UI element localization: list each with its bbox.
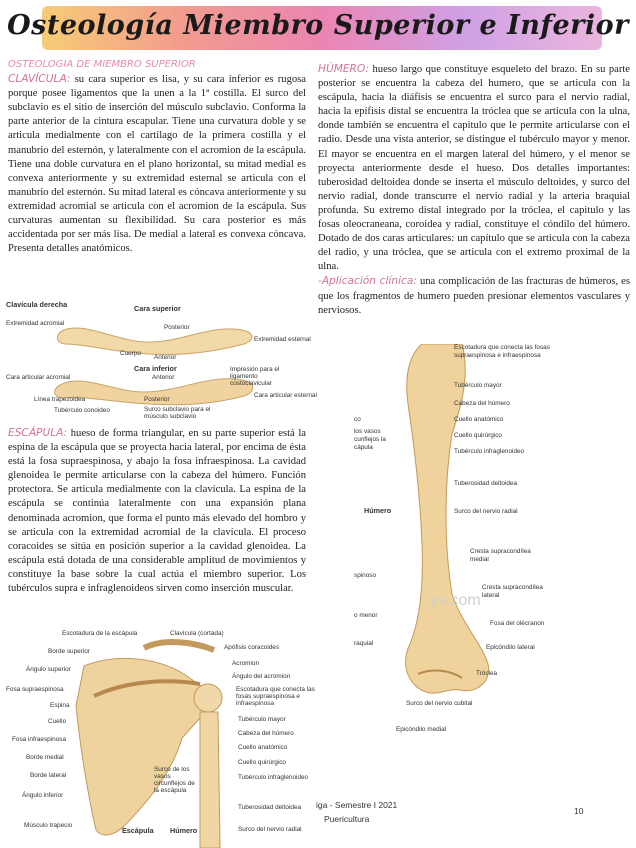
clavicle-label: Cuerpo	[120, 350, 141, 357]
section-title: OSTEOLOGIA DE MIEMBRO SUPERIOR	[8, 59, 196, 70]
clavicle-inferior-caption: Cara inferior	[134, 364, 177, 373]
humerus-label: Fosa del olécranon	[490, 620, 545, 627]
humerus-label: Tuberosidad deltoidea	[454, 480, 518, 487]
left-column-top	[8, 58, 306, 256]
clavicle-superior-caption: Cara superior	[134, 304, 181, 313]
scapula-label: Tubérculo mayor	[238, 716, 286, 723]
humerus-figure	[352, 344, 632, 744]
scapula-label: Ángulo inferior	[22, 792, 64, 799]
scapula-label: Cuello anatómico	[238, 744, 288, 751]
humerus-left-label: spinoso	[354, 572, 377, 579]
clavicle-label: Surco subclavio para el músculo subclavio	[144, 406, 211, 420]
scapula-label: Cabeza del húmero	[238, 730, 294, 737]
aplicacion-text: una complicación de las fracturas de húmeros, es que los fragmentos de humero pueden presionar elementos vasculares y nerviosos.	[318, 276, 630, 316]
humerus-left-label: co	[354, 416, 361, 423]
clavicle-label: Línea trapezoidea	[34, 396, 86, 403]
humerus-left-label: los vasos cunflejos la cápula	[354, 428, 386, 451]
scapula-label: Surco del nervio radial	[238, 826, 302, 833]
aplicacion-label: -Aplicación clínica:	[318, 275, 417, 288]
escapula-label: ESCÁPULA:	[8, 427, 68, 439]
page-number: 10	[574, 806, 584, 816]
scapula-label: Fosa supraespinosa	[6, 686, 64, 693]
humerus-label: Tubérculo infraglenoideo	[454, 448, 525, 455]
scapula-label: Ángulo del acromion	[232, 673, 291, 680]
humero-text: hueso largo que constituye esqueleto del brazo. En su parte posterior se encuentra la cabeza del humero, que se articula con la escápula, hacia la diáfisis se encuentra el surco para el nervio radial, hacia la epífisis distal se encuentra la tróclea que se articula con la ulna, donde también se encuentra el capitulo que le permite articularse con el radio. Desde una vista anterior, se distingue el tubérculo mayor y menor. El mayor se encuentra en el margen lateral del húmero, y el menor se proyecta anteriormente desde el hueso. Dos detalles importantes: tuberosidad deltoidea donde se inserta el músculo deltoides, y surco del nervio radial, donde transcurre el nervio radial y la arteria braquial profunda. Su extremo distal integrado por la tróclea, el capitulo y las fosas oleocraneana, coroidea y radial, constituye el cóndilo del húmero. Dotado de dos caras articulares: un capítulo que se articula con la cabeza del radio, y una tróclea, que se articula con el extremo proximal de la ulna.	[318, 64, 630, 273]
humero-caption: Húmero	[170, 826, 198, 835]
scapula-label: Borde lateral	[30, 772, 67, 779]
clavicula-label: CLAVÍCULA:	[8, 73, 71, 86]
scapula-label: Tuberosidad deltoidea	[238, 804, 302, 811]
scapula-label: Clavícula (cortada)	[170, 630, 224, 637]
humerus-left-label: o menor	[354, 612, 378, 619]
clavicle-figure-title: Clavícula derecha	[6, 300, 68, 309]
clavicle-label: Cara articular esternal	[254, 392, 317, 399]
humero-label: HÚMERO:	[318, 63, 370, 75]
scapula-label: Ángulo superior	[26, 666, 71, 673]
scapula-label: Músculo trapecio	[24, 822, 73, 829]
scapula-label: Escotadura que conecta las fosas supraespinosa e infraespinosa	[236, 686, 315, 707]
humerus-label: Cabeza del húmero	[454, 400, 510, 407]
watermark: ys.com	[430, 592, 481, 609]
clavicle-label: Posterior	[144, 396, 170, 403]
scapula-label: Acromion	[232, 660, 259, 667]
clavicle-label: Cara articular acromial	[6, 374, 71, 381]
humerus-label: Cuello quirúrgico	[454, 432, 502, 439]
humerus-label: Surco del nervio radial	[454, 508, 518, 515]
humerus-label: Tubérculo mayor	[454, 382, 502, 389]
footer-program: Puericultura	[324, 814, 370, 824]
humerus-label: Surco del nervio cubital	[406, 700, 473, 707]
right-column-humero	[318, 62, 630, 318]
scapula-label: Fosa infraespinosa	[12, 736, 66, 743]
left-column-escapula	[8, 426, 306, 596]
scapula-caption: Escápula	[122, 826, 154, 835]
page-title: Osteología Miembro Superior e Inferior	[7, 10, 629, 41]
scapula-label: Cuello	[48, 718, 67, 725]
clavicle-label: Extremidad esternal	[254, 336, 311, 343]
clavicle-figure	[4, 292, 317, 422]
clavicula-text: su cara superior es lisa, y su cara inferior es rugosa porque posee ligamentos que la unen a la 1ª costilla. El surco del subclavio es el sitio de inserción del músculo subclavio. Conforma la parte anterior de la cintura escapular. Tiene una curvatura doble y se articula medialmente con el cartílago de la primera costilla y el manubrio del esternón, y lateralmente con el acromion de la escápula. Tiene una doble curvatura en el plano horizontal, su mitad medial es convexa anteriormente y su extremidad esternal se articula con el manubrio del esternón. Su mitad lateral es cóncava anteriormente y su extremidad acromial se articula con el acromion de la escápula. Sus curvaturas aumentan su flexibilidad. Su cara posterior es más accidentada por ser más lisa. De medial a lateral es convexa cóncava. Presenta detalles anatómicos.	[8, 74, 306, 255]
humerus-label: Epicóndilo medial	[396, 726, 447, 733]
humerus-label: Escotadura que conecta las fosas supraespinosa e infraespinosa	[454, 344, 550, 359]
clavicle-label: Anterior	[152, 374, 175, 381]
humerus-label: Epicóndilo lateral	[486, 644, 535, 651]
scapula-label: Espina	[50, 702, 70, 709]
humerus-label: Tróclea	[476, 670, 498, 677]
scapula-label: Tubérculo infraglenoideo	[238, 774, 309, 781]
humerus-left-label: Húmero	[364, 506, 392, 515]
scapula-label: Escotadura de la escápula	[62, 630, 138, 637]
clavicle-label: Posterior	[164, 324, 190, 331]
escapula-text: hueso de forma triangular, en su parte superior está la espina de la escápula que se proyecta hacia lateral, por encima de ésta está la fosa supraespinosa, y abajo la fosa infraespinosa. La cavidad glenoidea le permite articularse con la cabeza del húmero. Función protectora. Se articula medialmente con la clavícula. La espina de la escápula se continúa lateralmente con una expansión plana denominada acromion, que forma el punto más elevado del hombro y se articula con la extremidad acromial de la clavícula. El proceso coracoides se sitúa en posición superior a la cavidad glenoidea. La escápula está dotada de una considerable amplitud de movimientos y constituye la base sobre la cual actúa el miembro superior. Los tubérculos supra e infraglenoideos sirven como inserción muscular.	[8, 428, 306, 595]
scapula-label: Apófisis coracoides	[224, 644, 280, 651]
footer-course: iga - Semestre I 2021	[316, 800, 398, 810]
clavicle-label: Impresión para el ligamento costoclavicular	[230, 366, 280, 387]
scapula-label: Borde medial	[26, 754, 64, 761]
humerus-label: Cuello anatómico	[454, 416, 504, 423]
scapula-figure	[4, 626, 326, 848]
scapula-label: Borde superior	[48, 648, 90, 655]
clavicle-label: Extremidad acromial	[6, 320, 65, 327]
clavicle-label: Tubérculo conoideo	[54, 407, 110, 414]
clavicle-label: Anterior	[154, 354, 177, 361]
humerus-label: Cresta supracondílea medial	[470, 548, 531, 563]
humerus-label: Cresta supracondílea lateral	[482, 584, 543, 599]
scapula-label: Surco de los vasos circunflejos de la escápula	[154, 766, 195, 794]
humerus-left-label: raquial	[354, 640, 374, 647]
scapula-label: Cuello quirúrgico	[238, 759, 286, 766]
